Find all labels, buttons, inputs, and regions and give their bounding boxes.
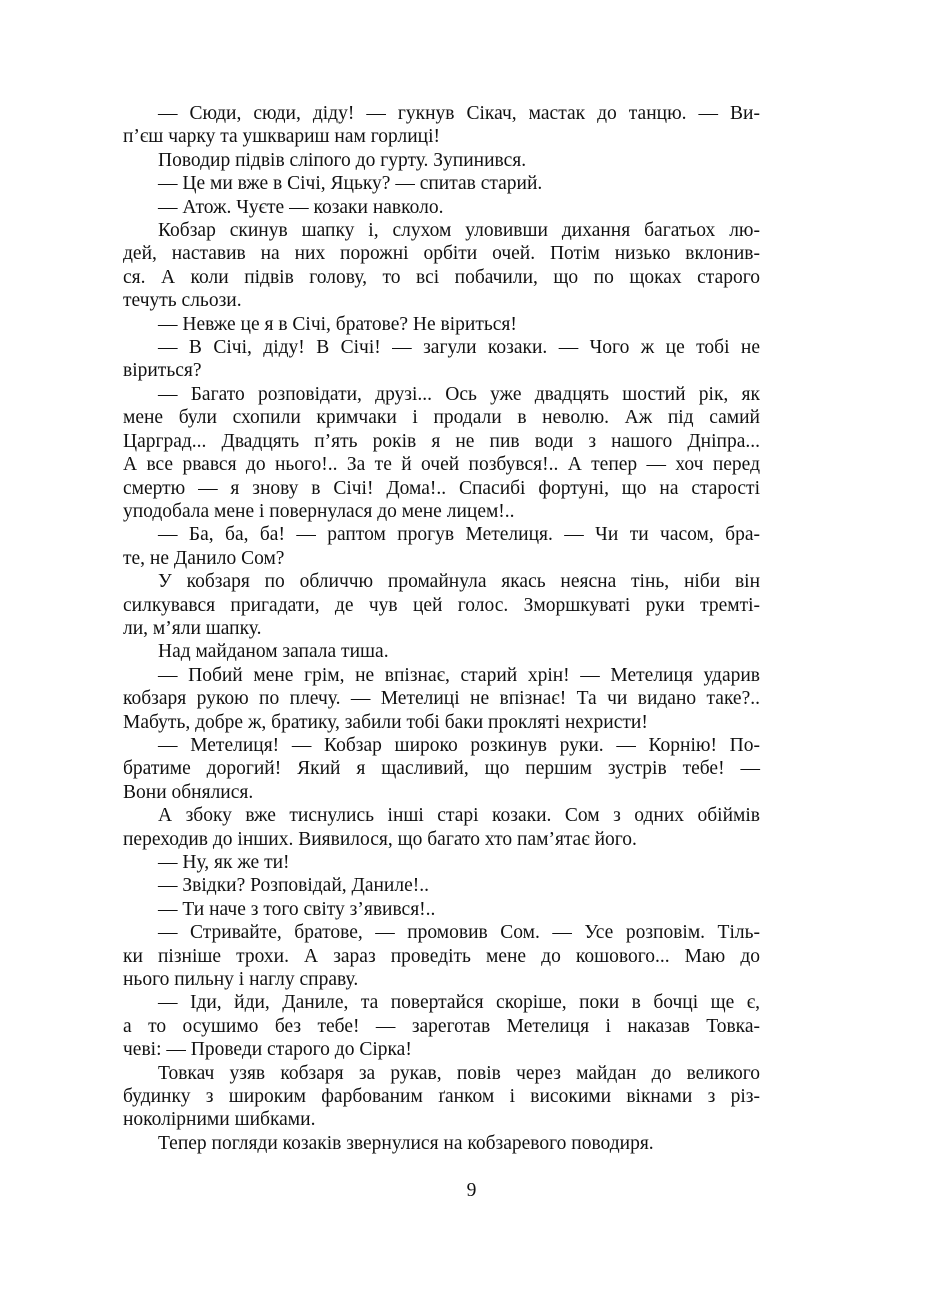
page-number: 9: [466, 1180, 477, 1201]
text-line: те, не Данило Сом?: [123, 547, 285, 569]
text-line: ли, м’яли шапку.: [123, 617, 262, 639]
text-line: уподобала мене і повернулася до мене лицем!..: [123, 500, 515, 522]
text-line: — Стривайте, братове, — промовив Сом. — Усе розповім. Тіль-: [158, 922, 760, 944]
text-line: Мабуть, добре ж, братику, забили тобі баки прокляті нехристи!: [123, 711, 648, 733]
text-line: — Ну, як же ти!: [158, 852, 290, 873]
text-line: Поводир підвів сліпого до гурту. Зупинився.: [158, 149, 527, 171]
text-line: — Багато розповідати, друзі... Ось уже двадцять шостий рік, як: [158, 383, 760, 405]
text-line: будинку з широким фарбованим ґанком і високими вікнами з різ-: [123, 1086, 760, 1108]
text-line: — Ти наче з того світу з’явився!..: [158, 898, 436, 920]
text-line: — Невже це я в Січі, братове? Не віриться!: [158, 313, 517, 335]
text-line: У кобзаря по обличчю промайнула якась неясна тінь, ніби він: [158, 571, 760, 593]
text-line: чеві: — Проведи старого до Сірка!: [123, 1039, 412, 1061]
text-line: ки пізніше трохи. А зараз проведіть мене до кошового... Маю до: [123, 945, 760, 967]
text-line: — Іди, йди, Даниле, та повертайся скоріше, поки в бочці ще є,: [158, 992, 760, 1014]
text-line: Царград... Двадцять п’ять років я не пив води з нашого Дніпра...: [123, 430, 760, 452]
text-line: братиме дорогий! Який я щасливий, що першим зустрів тебе! —: [123, 758, 760, 780]
text-line: переходив до інших. Виявилося, що багато хто пам’ятає його.: [123, 828, 637, 850]
text-line: А збоку вже тиснулись інші старі козаки. Сом з одних обіймів: [158, 805, 760, 827]
text-line: Над майданом запала тиша.: [158, 641, 389, 663]
text-line: кобзаря рукою по плечу. — Метелиці не впізнає! Та чи видано таке?..: [123, 688, 760, 710]
text-line: Тепер погляди козаків звернулися на кобзаревого поводиря.: [158, 1132, 654, 1154]
text-line: нього пильну і наглу справу.: [123, 969, 359, 991]
text-line: — Звідки? Розповідай, Даниле!..: [158, 875, 429, 897]
text-line: — Сюди, сюди, діду! — гукнув Сікач, мастак до танцю. — Ви-: [158, 103, 760, 124]
text-line: — Метелиця! — Кобзар широко розкинув руки. — Корнію! По-: [158, 734, 760, 756]
text-line: — Ба, ба, ба! — раптом прогув Метелиця. — Чи ти часом, бра-: [158, 524, 760, 546]
text-line: — Атож. Чуєте — козаки навколо.: [158, 196, 444, 218]
text-line: дей, наставив на них порожні орбіти очей. Потім низько вклонив-: [123, 243, 760, 265]
text-line: Кобзар скинув шапку і, слухом уловивши дихання багатьох лю-: [158, 220, 760, 242]
text-line: — Це ми вже в Січі, Яцьку? — спитав старий.: [158, 173, 543, 195]
text-line: Вони обнялися.: [123, 781, 254, 803]
page-body: [123, 102, 760, 1155]
text-line: силкувався пригадати, де чув цей голос. Зморшкуваті руки тремті-: [123, 594, 760, 616]
text-line: а то осушимо без тебе! — зареготав Метелиця і наказав Товка-: [123, 1015, 760, 1037]
text-line: — В Січі, діду! В Січі! — загули козаки. — Чого ж це тобі не: [158, 337, 760, 359]
text-line: ся. А коли підвів голову, то всі побачили, що по щоках старого: [123, 266, 760, 288]
text-line: п’єш чарку та ушквариш нам горлиці!: [123, 126, 441, 148]
text-line: А все рвався до нього!.. За те й очей позбувся!.. А тепер — хоч перед: [123, 454, 760, 476]
text-line: Товкач узяв кобзаря за рукав, повів через майдан до великого: [158, 1062, 760, 1084]
text-line: смертю — я знову в Січі! Дома!.. Спасибі фортуні, що на старості: [123, 477, 760, 499]
text-line: віриться?: [123, 360, 202, 382]
text-line: — Побий мене грім, не впізнає, старий хрін! — Метелиця ударив: [158, 664, 760, 686]
text-line: мене були схопили кримчаки і продали в неволю. Аж під самий: [123, 407, 760, 429]
text-line: течуть сльози.: [123, 290, 242, 312]
text-line: ноколірними шибками.: [123, 1109, 316, 1131]
